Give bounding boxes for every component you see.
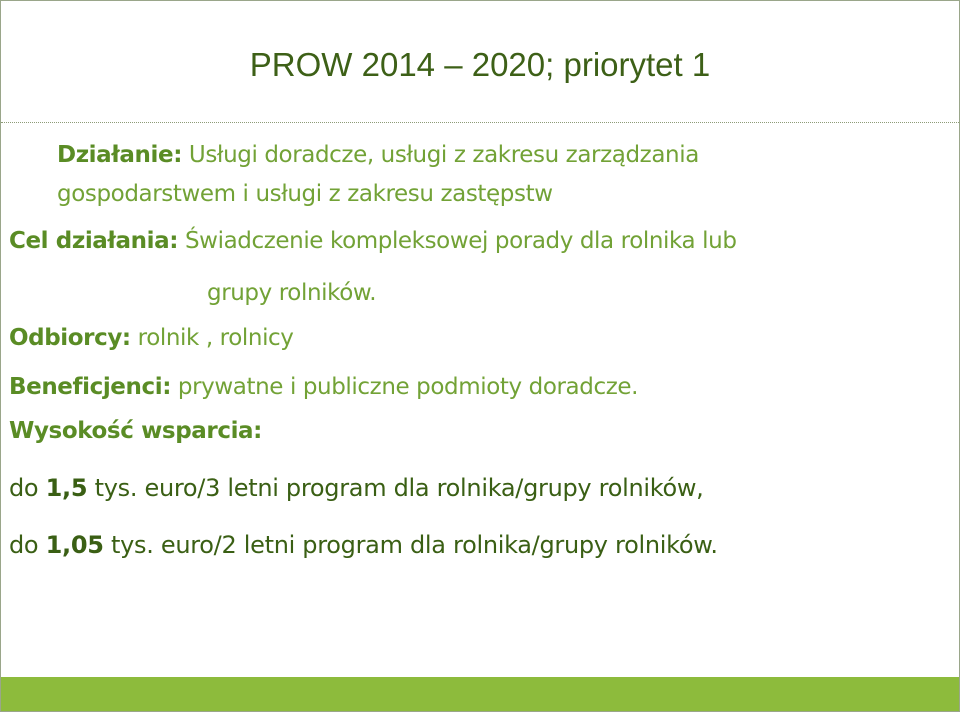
dzialanie-line-2 <box>57 178 553 210</box>
cel-text-1: Świadczenie kompleksowej porady dla rolnika lub <box>178 228 737 254</box>
support-prefix: do <box>9 474 46 502</box>
support-suffix: tys. euro/3 letni program dla rolnika/grupy rolników, <box>87 474 704 502</box>
beneficjenci-label: Beneficjenci: <box>9 374 171 400</box>
cel-label: Cel działania: <box>9 228 179 254</box>
dzialanie-label: Działanie: <box>57 142 182 168</box>
cel-line-1 <box>9 225 737 257</box>
support-line-2-year <box>9 529 718 561</box>
footer-bar <box>1 677 959 711</box>
title-divider <box>1 122 959 123</box>
dzialanie-line-1 <box>57 139 699 171</box>
dzialanie-text-1: Usługi doradcze, usługi z zakresu zarządzania <box>182 142 699 168</box>
odbiorcy-text: rolnik , rolnicy <box>130 325 294 351</box>
cel-line-2 <box>207 277 376 309</box>
dzialanie-text-2: gospodarstwem i usługi z zakresu zastępstw <box>57 181 553 207</box>
cel-text-2: grupy rolników. <box>207 280 377 306</box>
slide-title: PROW 2014 – 2020; priorytet 1 <box>249 46 711 83</box>
odbiorcy-line <box>9 322 294 354</box>
beneficjenci-text: prywatne i publiczne podmioty doradcze. <box>171 374 639 400</box>
support-amount: 1,5 <box>45 474 88 502</box>
beneficjenci-line <box>9 371 638 403</box>
wysokosc-label: Wysokość wsparcia: <box>9 418 262 444</box>
support-prefix: do <box>9 531 46 559</box>
wysokosc-line <box>9 415 262 447</box>
support-line-3-year <box>9 472 704 504</box>
support-suffix: tys. euro/2 letni program dla rolnika/grupy rolników. <box>103 531 718 559</box>
odbiorcy-label: Odbiorcy: <box>9 325 131 351</box>
support-amount: 1,05 <box>45 531 104 559</box>
